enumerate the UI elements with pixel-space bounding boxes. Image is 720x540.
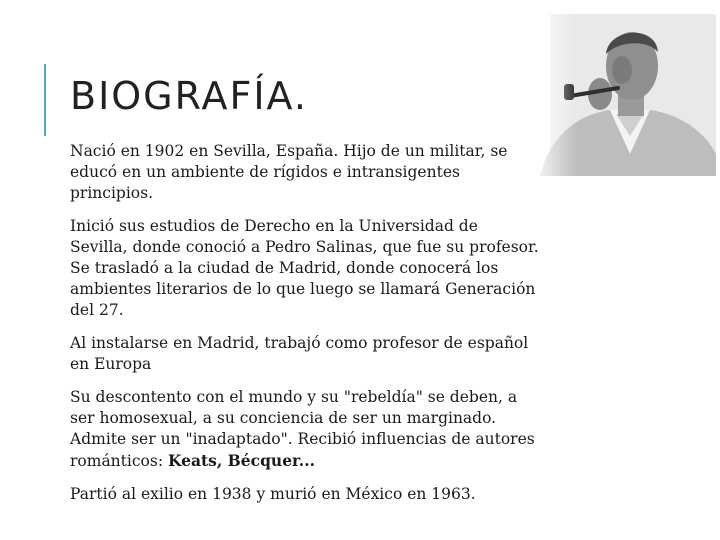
paragraph-rebellion-bold: Keats, Bécquer...	[167, 451, 315, 470]
paragraph-madrid-text: Al instalarse en Madrid, trabajó como profesor de español en Europa	[70, 334, 529, 373]
title-accent-bar	[44, 64, 46, 136]
author-photo-icon	[530, 14, 716, 176]
paragraph-madrid	[70, 333, 540, 375]
paragraph-studies	[70, 216, 540, 321]
paragraph-exile	[70, 484, 540, 505]
slide-title: BIOGRAFÍA.	[70, 74, 308, 118]
paragraph-studies-text: Inició sus estudios de Derecho en la Universidad de Sevilla, donde conoció a Pedro Salinas, que fue su profesor. Se trasladó a la ciudad de Madrid, donde conocerá los ambientes literarios de lo que luego se llamará Generación del 27.	[70, 217, 539, 319]
paragraph-exile-text: Partió al exilio en 1938 y murió en México en 1963.	[70, 485, 476, 503]
paragraph-birth-text: Nació en 1902 en Sevilla, España. Hijo de un militar, se educó en un ambiente de rígidos e intransigentes principios.	[70, 142, 508, 202]
paragraph-rebellion-text: Su descontento con el mundo y su "rebeldía" se deben, a ser homosexual, a su conciencia de ser un marginado. Admite ser un "inadaptado". Recibió influencias de autores románticos:	[70, 388, 535, 470]
paragraph-rebellion	[70, 387, 540, 472]
paragraph-birth	[70, 141, 540, 204]
biography-text	[70, 141, 540, 517]
